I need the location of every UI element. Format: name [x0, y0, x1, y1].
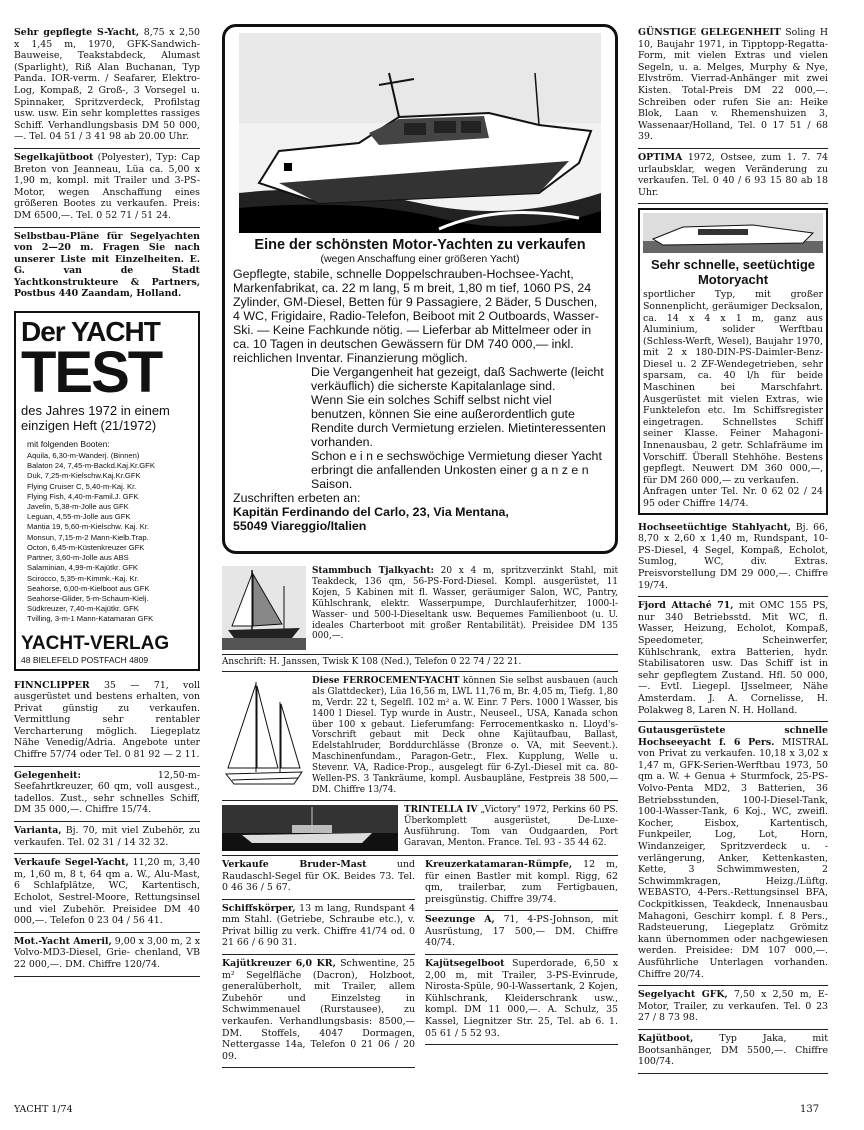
ferrocement-yacht-ad: [222, 672, 618, 801]
boat-list-item: Seahorse, 6,00-m-Kielboot aus GFK: [27, 583, 150, 593]
featured-ad-extra-1: Die Vergangenheit hat gezeigt, daß Sachwerte (leicht verkäuflich) die sicherste Kapitalanlage sind.: [311, 365, 604, 393]
ad-heading: Varianta,: [14, 825, 62, 837]
boat-list-item: Salaminian, 4,99-m-Kajütkr. GFK: [27, 563, 138, 573]
ad-heading: Kreuzerkatamaran-Rümpfe,: [425, 858, 573, 870]
motor-yacht-photo: [239, 33, 601, 233]
middle-lower-left-ads: [222, 856, 415, 1069]
featured-ad-contact: [233, 505, 607, 533]
classified-ad: [222, 955, 415, 1068]
ad-text: (Polyester), Typ: Cap Breton von Jeanneau, Lüa ca. 5,00 x 1,90 m, kompl. mit Trailer und 3-PS-Motor, wegen Anschaffung eines größeren Bootes zu verkaufen. Preis: DM 6500,—. Tel. 0 52 71 / 51 24.: [14, 151, 200, 221]
featured-ad-contact-line-2: 55049 Viareggio/Italien: [233, 519, 367, 533]
classified-ad: [638, 722, 828, 986]
left-column: [14, 24, 200, 977]
ad-heading: Sehr gepflegte S-Yacht,: [14, 27, 140, 38]
middle-lower-ads: [222, 856, 618, 1069]
classified-ad: [638, 149, 828, 204]
right-column: [638, 24, 828, 1074]
ad-text: 12,50-m-Seefahrtkreuzer, 60 qm, voll ausgest., tadellos. Zust., sehr schnelles Schiff, DM 35 000,—. Chiffre 15/74.: [14, 769, 200, 816]
motoryacht-title: Sehr schnelle, seetüchtige Motoryacht: [650, 257, 815, 288]
classified-ad: [14, 149, 200, 228]
right-ads-lower: [638, 519, 828, 1074]
tjalk-yacht-photo: [222, 566, 306, 650]
ad-text: Fragen Sie nach unserer Liste mit Einzelheiten. E. G. van de Stadt Yachtkonstrukteure & Partners, Postbus 440 Zaandam, Holland.: [14, 242, 200, 300]
classified-ad: [638, 519, 828, 598]
classified-ad: [14, 822, 200, 854]
boat-list-item: Tvilling, 3-m-1 Mann-Katamaran GFK: [27, 614, 154, 624]
ad-heading: Gutausgerüstete schnelle Hochseeyacht f. 6 Pers.: [638, 725, 828, 748]
boat-list-item: Leguan, 4,55-m-Jolle aus GFK: [27, 512, 131, 522]
ad-heading: Seezunge A,: [425, 914, 495, 926]
middle-lower-right-ads: [425, 856, 618, 1069]
ad-text: und Raudaschl-Segel für OK. Beides 73. Tel. 0 46 36 / 5 67.: [222, 858, 415, 894]
ad-text: 1972, Ostsee, zum 1. 7. 74 urlaubsklar, wegen Veränderung zu verkaufen. Tel. 0 40 / 6 93 15 80 ab 18 Uhr.: [638, 151, 829, 198]
issue-footer: YACHT 1/74: [14, 1104, 73, 1115]
ad-heading: Schiffskörper,: [222, 902, 296, 914]
ad-text: 12 m, für einen Bastler mit kompl. Rigg, 62 qm, trailerbar, zum Fertigbauen, preisgünstig. Chiffre 39/74.: [425, 858, 618, 905]
yacht-test-logo-test: TEST: [21, 340, 162, 406]
featured-ad-contact-lead: Zuschriften erbeten an:: [233, 491, 361, 505]
classified-ad: [222, 900, 415, 955]
ad-text: 8,75 x 2,50 x 1,45 m, 1970, GFK-Sandwich-Bauweise, Teakstabdeck, Alumast (Sparlight), Riß Alan Buchanan, Typ Panda. IOR-verm. / Seafarer, Elektro-Log, Kompaß, 2 Groß-, 3 Vorsegel u. Spinnaker, Spritzverdeck, Profilstag usw. usw. Ein sehr komplettes rassiges Schiff. Verhandlungsbasis DM 50 000,—. Tel. 04 51 / 3 41 98 ab 20.00 Uhr.: [14, 27, 201, 143]
ad-text: 9,00 x 3,00 m, 2 x Volvo-MD3-Diesel, Grie- chenland, VB 22 000,—. DM. Chiffre 120/74.: [14, 935, 200, 970]
ad-heading: TRINTELLA IV: [404, 804, 478, 815]
classified-ad: [638, 597, 828, 722]
classified-ad: [425, 911, 618, 955]
publisher-name: YACHT-VERLAG: [21, 632, 170, 654]
ad-heading: Kajütsegelboot: [425, 958, 505, 970]
tjalk-yacht-text: [312, 566, 618, 650]
yacht-test-boats-label: mit folgenden Booten:: [27, 439, 110, 450]
ad-heading: FINNCLIPPER: [14, 679, 90, 691]
yacht-test-logo: Der YACHT: [21, 316, 160, 348]
featured-ad-body: Gepflegte, stabile, schnelle Doppelschrauben-Hochsee-Yacht, Markenfabrikat, ca. 22 m lang, 5 m breit, 1,80 m tief, 1060 PS, 24 Zylinder, GM-Diesel, Betten für 9 Passagiere, 2 Bäder, 5 Duschen, 4 WC, Frigidaire, Radio-Telefon, Beiboot mit 2 Outboards, Wasser-Ski. — Keine Fachkunde nötig. — Lieferbar ab Mittelmeer oder in ca. 10 Tagen in deutschen Gewässern für DM 740 000,— inkl. reichlichen Inventar. Finanzierung möglich.: [233, 267, 599, 365]
yacht-test-boat-list: [27, 451, 193, 624]
motoryacht-text: sportlicher Typ, mit großer Sonnenplicht, geräumiger Decksalon, ca. 14 x 4 x 1 m, ganz aus Aluminium, solider Werftbau (Schless-Werft, Wesel), Baujahr 1970, mit 2 x 180-DIN-PS-Daimler-Benz-Diesel u. 2 ZF-Wendegetrieben, sehr sparsam, ca. 40 l/h für beide Maschinen bei Marschfahrt. Ausgerüstet mit vielen Extras, wie Funktelefon etc. Im Schiffsregister eingetragen. Schnellstes Schiff seiner Klasse. Feiner Mahagoni-Innenausbau, 2 getr. Schlafräume im Vorschiff. Überall Stehhöhe. Bestens gepflegt. Neuwert DM 360 000,—, für DM 260 000,— zu verkaufen.: [643, 289, 823, 486]
ad-text: Bj. 66, 8,70 x 2,60 x 1,40 m, Rundspant, 10-PS-Diesel, 4 Segel, Kompaß, Echolot, Sumlog, WC, div. Extras. Preisvorstellung DM 29 000,—. Chiffre 19/74.: [638, 521, 829, 591]
boat-list-item: Monsun, 7,15-m-2 Mann-Kielb.Trap.: [27, 532, 149, 542]
ad-heading: Stammbuch Tjalkyacht:: [312, 566, 434, 576]
page-number: 137: [800, 1104, 820, 1115]
ad-heading: GÜNSTIGE GELEGENHEIT: [638, 27, 781, 38]
classified-ad: [14, 677, 200, 767]
motoryacht-boxed-ad: [638, 208, 828, 514]
ad-heading: Mot.-Yacht Ameril,: [14, 935, 112, 947]
boat-list-item: Duk, 7,25-m-Kielschw.Kaj.Kr.GFK: [27, 471, 141, 481]
ad-text: 13 m lang, Rundspant 4 mm Stahl. (Getriebe, Schraube etc.), v. Privat billig zu verk. Chiffre 41/74 od. 0 21 66 / 6 90 31.: [222, 902, 416, 949]
featured-ad-contact-line-1: Kapitän Ferdinando del Carlo, 23, Via Mentana,: [233, 505, 509, 519]
classified-ad: [14, 228, 200, 306]
boat-list-item: Octon, 6,45-m-Küstenkreuzer GFK: [27, 542, 145, 552]
ferrocement-yacht-text: [312, 676, 618, 796]
ad-text: 11,20 m, 3,40 m, 1,60 m, 8 t, 64 qm a. W., Alu-Mast, 6 Schlafplätze, WC, Kartentisch, Echolot, Sestrel-Moore, Rettungsinsel und viel Zubehör. Preisidee DM 40 000,—. Telefon 0 23 04 / 56 41.: [14, 857, 201, 927]
ad-heading: Kajütboot,: [638, 1032, 694, 1044]
trintella-ad: [222, 801, 618, 856]
classified-ad: [638, 24, 828, 149]
boat-list-item: Mantia 19, 5,60-m-Kielschw. Kaj. Kr.: [27, 522, 149, 532]
boat-list-item: Balaton 24, 7,45-m-Backd.Kaj.Kr.GFK: [27, 461, 155, 471]
featured-ad-extra: [311, 365, 607, 491]
classified-ad: [425, 955, 618, 1045]
classified-ad: [222, 856, 415, 900]
trintella-text: [404, 805, 618, 851]
ad-text: Schwentine, 25 m² Segelfläche (Dacron), Holzboot, generalüberholt, mit Trailer, allem Zubehör und Einzelsteg in Schwimmenauel (Rurstausee), zu verkaufen. Verhandlungsbasis: 8500,— DM. Stoffels, 4047 Dormagen, Nettergasse 14a, Telefon 0 21 06 / 20 09.: [222, 958, 415, 1062]
featured-ad-subtitle: (wegen Anschaffung einer größeren Yacht): [320, 253, 520, 265]
boat-list-item: Partner, 3,60-m-Jolle aus ABS: [27, 553, 129, 563]
left-ads-lower: [14, 677, 200, 977]
boat-list-item: Scirocco, 5,35-m-Kimmk.-Kaj. Kr.: [27, 573, 139, 583]
classified-ad: [638, 1030, 828, 1074]
ad-text: Typ Jaka, mit Bootsanhänger, DM 5500,—. Chiffre 100/74.: [638, 1032, 829, 1068]
boat-list-item: Flying Fish, 4,40-m-Famil.J. GFK: [27, 491, 139, 501]
classified-ad: [14, 767, 200, 822]
classified-ad: [14, 854, 200, 933]
featured-ad-title: Eine der schönsten Motor-Yachten zu verkaufen: [254, 237, 586, 253]
ad-heading: Diese FERROCEMENT-YACHT: [312, 675, 460, 686]
right-ads-upper: [638, 24, 828, 204]
ad-text: Bj. 70, mit viel Zubehör, zu verkaufen. Tel. 02 31 / 14 32 32.: [14, 825, 200, 848]
ad-text: 7,50 x 2,50 m, E-Motor, Trailer, zu verkaufen. Tel. 0 23 27 / 8 73 98.: [638, 989, 829, 1024]
ad-heading: Verkaufe Bruder-Mast: [222, 858, 367, 870]
ad-text: 20 x 4 m, spritzverzinkt Stahl, mit Teakdeck, 136 qm, 56-PS-Ford-Diesel. Kompl. ausgerüstet, 11 Kojen, 5 Kabinen mit fl. Wasser, geräumiger Salon, WC, Pantry, Kühlschrank, elektr. Wasserpumpe, Durchlauferhitzer, 1000-l-Wasser- und 500-l-Dieseltank usw. Bequemes Familienboot (u. U. ideales Charterboot mit großer Rentabilität). Preisidee DM 135 000,—.: [312, 566, 619, 642]
motoryacht-contact: Anfragen unter Tel. Nr. 0 62 02 / 24 95 oder Chiffre 14/74.: [643, 486, 823, 509]
trintella-photo: [222, 805, 398, 851]
boat-list-item: Seahorse-Glider, 5-m-Schaum-Kielj.: [27, 593, 149, 603]
ad-text: können Sie selbst ausbauen (auch als Glattdecker), Lüa 16,56 m, LWL 11,76 m, Br. 4,05 m, Tiefg. 1,80 m, Verdr. 22 t, Segelfl. 102 m² a. W. Einr. 7 Pers. 1000 l Wasser, bis 1400 l Diesel. Typ wurde in Austr., Neuseel., USA, Kanada schon über 100 x gebaut. Lieferumfang: Ferrocementkasko n. Lloyd's-Vorschrift gebaut mit Deck ohne Kajütaufbau, Ballast, Edelstahlruder, Borddurchlässe (Bronze o. VA, mit Seevent.). Maschinenfundam., Paragon-Getr., Flex. Kupplung, Welle u. Stevenr. VA, Radice-Prop., ausgelegt für 6-Zyl.-Diesel mit ca. 80-Wellen-PS. 3 Tankräume, kompl. Ausbaupläne, Festpreis 38 500,— DM. Chiffre 13/74.: [312, 675, 619, 795]
motoryacht-photo: [643, 213, 823, 253]
ad-heading: Verkaufe Segel-Yacht,: [14, 857, 129, 869]
ad-heading: Kajütkreuzer 6,0 KR,: [222, 958, 336, 970]
ad-text: MISTRAL von Privat zu verkaufen. 10,18 x 3,02 x 1,47 m, GFK-Serien-Werftbau 1973, 50 qm a. W. + Genua + Sturmfock, 25-PS-Volvo-Penta MD2, 3 Batterien, 36 Betriebsstunden, 100-l-Diesel-Tank, 100-l-Wasser-Tank, 6 Koj., WC, zweifl. Kocher, Eisbox, Kartentisch, Funkpeiler, Log, Lot, Horn, Windanzeiger, Spritzverdeck u. -verlängerung, Anker, Kettenkasten, Kette, 3 Schwimmwesten, 2 Schwimmkragen, Heizg./Lüftg. WEBASTO, 4-Pers.-Rettungsinsel BFA, Cockpitkissen, Teakdeck, Innenausbau Mahagoni, Geschirr kompl. f. 8 Pers., Radsteuerung, Liegeplatz Grömitz kann übernommen oder nachgewiesen werden. Preisidee: DM 107 000,—. Ausführliche Unterlagen vorhanden. Chiffre 20/74.: [638, 736, 828, 980]
boat-list-item: Südkreuzer, 7,40-m-Kajütkr. GFK: [27, 604, 139, 614]
boat-list-item: Flying Cruiser C, 5,40-m-Kaj. Kr.: [27, 481, 137, 491]
ferrocement-yacht-drawing: [222, 676, 306, 796]
featured-motor-yacht-ad: [222, 24, 618, 554]
middle-column: [222, 24, 618, 1068]
classified-ad: [14, 933, 200, 977]
ad-text: Soling H 10, Baujahr 1971, in Tipptopp-Regatta-Form, mit vielen Extras und vielen Segeln, u. a. Melges, Murphy & Nye, Elvström. Vierrad-Anhänger mit zwei Kisten. Total-Preis DM 22 000,—. Schreiben oder rufen Sie an: Heike Blok, Laan v. Rhemenshuizen 3, Wassenaar/Holland, Tel. 0 17 51 / 68 39.: [638, 27, 828, 143]
tjalk-yacht-address: Anschrift: H. Janssen, Twisk K 108 (Ned.), Telefon 0 22 74 / 22 21.: [222, 655, 618, 672]
ad-text: Superdorade, 6,50 x 2,00 m, mit Trailer, 3-PS-Evinrude, Nirosta-Spüle, 90-l-Wassertank, 2 Kojen, Kühlschrank, Kleiderschrank usw., kompl. DM 11 000,—. A. Schulz, 35 Kassel, Liegnitzer Str. 25, Tel. ab 6. 1. 05 61 / 5 52 93.: [425, 958, 619, 1039]
ad-heading: Gelegenheit:: [14, 769, 81, 781]
ad-text: mit OMC 155 PS, nur 340 Betriebsstd. Mit WC, fl. Wasser, Heizung, Echolot, Kompaß, Speedometer, Scheinwerfer, Kühlschrank, extra Batterien, hydr. Stabilisatoren usw. Das Schiff ist in sehr gepflegtem Zustand. Hfl. 50 000,—. Evtl. Liegepl. IJsselmeer, Nähe Amsterdam. J. A. Cornelisse, H. Polakweg 8, Laren N. H. Holland.: [638, 600, 829, 716]
ad-heading: Selbstbau-Pläne für Segelyachten von 2—20 m.: [14, 230, 200, 254]
ad-heading: Segelyacht GFK,: [638, 989, 728, 1001]
tjalk-yacht-ad: [222, 562, 618, 655]
ad-text: 35 — 71, voll ausgerüstet und bestens erhalten, von Privat günstig zu verkaufen. Vermittlung sehr rentabler Vercharterung möglich. Liegeplatz Nähe Venedig/Adria. Angebote unter Chiffre 57/74 oder Tel. 0 81 92 — 2 11.: [14, 679, 200, 761]
yacht-test-subtitle: des Jahres 1972 in einem einzigen Heft (21/1972): [21, 403, 170, 434]
boat-list-item: Javelin, 5,38-m-Jolle aus GFK: [27, 502, 129, 512]
boat-list-item: Aquila, 6,30-m-Wanderj. (Binnen): [27, 451, 140, 461]
classified-ad: [638, 986, 828, 1030]
classified-ad: [14, 24, 200, 149]
publisher-address: 48 BIELEFELD POSTFACH 4809: [21, 654, 149, 665]
featured-ad-extra-2: Wenn Sie ein solches Schiff selbst nicht viel benutzen, können Sie eine außerordentlich gute Rendite durch Vermietung erzielen. Mietinteressenten vorhanden.: [311, 393, 606, 449]
ad-heading: Fjord Attaché 71,: [638, 600, 734, 612]
featured-ad-extra-3: Schon e i n e sechswöchige Vermietung dieser Yacht erbringt die anfallenden Unkosten einer g a n z e n Saison.: [311, 449, 602, 491]
yacht-test-advert: [14, 311, 200, 670]
ad-heading: Hochseetüchtige Stahlyacht,: [638, 521, 792, 533]
ad-text: 71, 4-PS-Johnson, mit Ausrüstung, 17 500,— DM. Chiffre 40/74.: [425, 914, 618, 949]
ad-heading: Segelkajütboot: [14, 151, 94, 163]
ad-heading: OPTIMA: [638, 151, 683, 163]
classified-ad: [425, 856, 618, 911]
ad-text: „Victory" 1972, Perkins 60 PS. Überkomplett ausgerüstet, De-Luxe-Ausführung. Tom van Oudgaarden, Port Garavan, Menton. France. Tel. 93 - 35 44 62.: [404, 804, 618, 848]
